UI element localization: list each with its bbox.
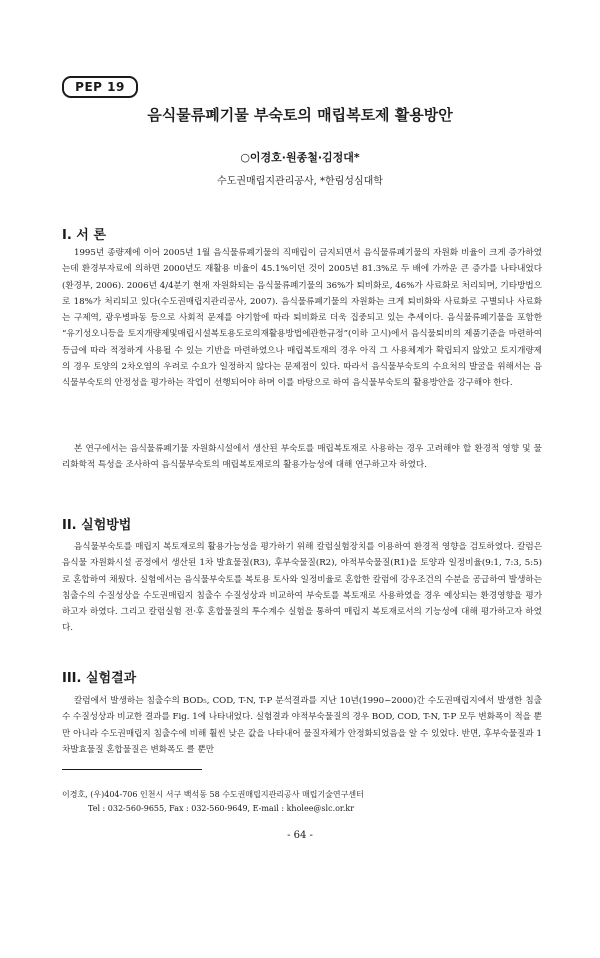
paper-title: 음식물류폐기물 부숙토의 매립복토제 활용방안 xyxy=(147,106,453,124)
intro-paragraph-2: 본 연구에서는 음식물류폐기물 자원화시설에서 생산된 부숙토를 매립복토재로 사용하는 경우 고려해야 할 환경적 영향 및 물리화학적 특성을 조사하여 음식물부숙토의 매립복토재로의 활용가능성에 대해 연구하고자 하였다. xyxy=(62,444,542,471)
intro-paragraph-1: 1995년 종량제에 이어 2005년 1월 음식물류폐기물의 직매립이 금지되면서 음식물류폐기물의 자원화 비율이 크게 증가하였는데 환경부자료에 의하면 2000년도 재활용 비율이 45.1%이던 것이 2005년 81.3%로 두 배에 가까운 큰 증가를 나타내었다(환경부, 2006). 2006년 4/4분기 현재 자원화되는 음식물류폐기물의 36%가 퇴비화로, 46%가 사료화로 처리되며, 기타방법으로 18%가 처리되고 있다(수도권매립지관리공사, 2007). 음식물류폐기물의 자원화는 크게 퇴비화와 사료화로 구별되나 사료화는 구제역, 광우병파동 등으로 사회적 문제를 야기함에 따라 퇴비화로 더욱 집중되고 있는 추세이다. 음식물류폐기물을 포함한 “유기성오니등을 토지개량제및매립시설복토용도로의재활용방법에관한규정”(이하 고시)에서 음식물퇴비의 제품기준을 마련하여 등급에 따라 적정하게 사용될 수 있는 기반을 마련하였으나 매립복토재의 경우 아직 그 사용체계가 확립되지 않았고 토지개량제의 경우 토양의 2차오염의 우려로 수요가 일정하지 않다는 문제점이 있다. 따라서 음식물부숙토의 수요처의 발굴을 위해서는 음식물부숙토의 안정성을 평가하는 작업이 선행되어야 하며 이를 바탕으로 하여 음식물부숙토의 활용방안을 강구해야 한다. xyxy=(62,248,542,389)
section-heading-methods: II. 실험방법 xyxy=(62,518,132,533)
footnote-divider xyxy=(62,769,202,770)
affiliation: 수도권매립지관리공사, *한림성심대학 xyxy=(217,176,383,187)
footnote xyxy=(62,788,542,816)
page-number: - 64 - xyxy=(287,830,313,841)
footnote-contact: Tel : 032-560-9655, Fax : 032-560-9649, E-mail : kholee@slc.or.kr xyxy=(88,804,355,813)
author-list: ○이경호·원종철·김정대* xyxy=(240,151,360,164)
section-heading-intro: I. 서 론 xyxy=(62,228,106,243)
section-heading-results: III. 실험결과 xyxy=(62,671,137,686)
methods-paragraph-1: 음식물부숙토를 매립지 복토재로의 활용가능성을 평가하기 위해 칼럼실험장치를 이용하여 환경적 영향을 검토하였다. 칼럼은 음식물 자원화시설 공정에서 생산된 1차 발효물질(R3), 후부숙물질(R2), 야적부숙물질(R1)을 토양과 일정비율(9:1, 7:3, 5:5)로 혼합하여 채웠다. 실험에서는 음식물부숙토를 복토용 토사와 일정비율로 혼합한 칼럼에 강우조건의 수분을 공급하여 발생하는 침출수의 수질성상을 수도권매립지 침출수 수질성상과 비교하여 부숙토를 복토재로 사용하였을 경우 예상되는 환경영향을 평가하고자 하였다. 그리고 칼럼실험 전·후 혼합물질의 투수계수 실험을 통하여 매립지 복토재로서의 기능성에 대해 평가하고자 하였다. xyxy=(62,542,542,634)
session-badge: PEP 19 xyxy=(62,76,138,98)
results-paragraph-1: 칼럼에서 발생하는 침출수의 BOD₅, COD, T-N, T-P 분석결과를 지난 10년(1990~2000)간 수도권매립지에서 발생한 침출수 수질성상과 비교한 결과를 Fig. 1에 나타내었다. 실험결과 야적부숙물질의 경우 BOD, COD, T-N, T-P 모두 변화폭이 적을 뿐만 아니라 수도권매립지 침출수에 비해 훨씬 낮은 값을 나타내어 물질자체가 안정화되었음을 알 수 있었다. 반면, 후부숙물질과 1차발효물질 혼합물질은 변화폭도 클 뿐만 xyxy=(62,696,542,755)
footnote-address: 이경호, (우)404-706 인천시 서구 백석동 58 수도권매립지관리공사 매립기술연구센터 xyxy=(62,790,364,799)
